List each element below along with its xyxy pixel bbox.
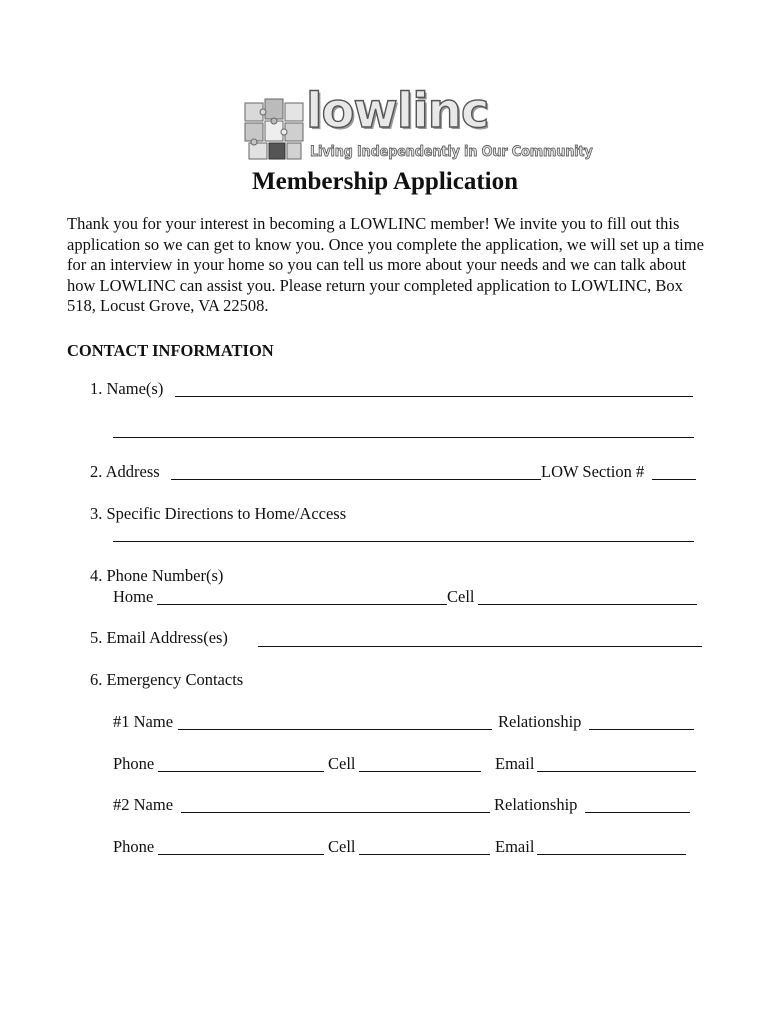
intro-paragraph: Thank you for your interest in becoming a LOWLINC member! We invite you to fill out this application so we can get to know you. Once you complete the application, we will set up a time for an interview in your home so you can tell us more about your needs and we can talk about how LOWLINC can assist you. Please return your completed application to LOWLINC, Box 518, Locust Grove, VA 22508.	[67, 214, 704, 316]
contact1-cell-label: Cell	[328, 754, 356, 773]
contact2-name-field[interactable]	[181, 812, 490, 813]
emergency-contacts-label: 6. Emergency Contacts	[90, 670, 244, 689]
contact2-email-label: Email	[495, 837, 535, 856]
email-label: 5. Email Address(es)	[90, 628, 228, 647]
contact1-email-label: Email	[495, 754, 535, 773]
logo-wordmark: lowlinc	[306, 83, 489, 139]
cell-phone-label: Cell	[447, 587, 475, 606]
contact2-relationship-label: Relationship	[494, 795, 578, 814]
contact2-cell-label: Cell	[328, 837, 356, 856]
directions-field[interactable]	[113, 541, 694, 542]
section-heading: CONTACT INFORMATION	[67, 341, 274, 360]
name-field-second-line[interactable]	[113, 437, 694, 438]
contact1-relationship-label: Relationship	[498, 712, 582, 731]
contact1-name-field[interactable]	[178, 729, 492, 730]
low-section-field[interactable]	[652, 479, 696, 480]
contact1-email-field[interactable]	[537, 771, 696, 772]
puzzle-icon	[243, 97, 305, 161]
contact2-phone-field[interactable]	[158, 854, 324, 855]
name-field[interactable]	[175, 396, 693, 397]
contact1-relationship-field[interactable]	[589, 729, 694, 730]
cell-phone-field[interactable]	[478, 604, 697, 605]
name-label: 1. Name(s)	[90, 379, 164, 398]
directions-label: 3. Specific Directions to Home/Access	[90, 504, 347, 523]
address-label: 2. Address	[90, 462, 160, 481]
phone-numbers-label: 4. Phone Number(s)	[90, 566, 224, 585]
email-field[interactable]	[258, 646, 702, 647]
logo-tagline: Living Independently in Our Community	[310, 144, 593, 160]
contact2-phone-label: Phone	[113, 837, 155, 856]
low-section-label: LOW Section #	[541, 462, 645, 481]
contact2-name-label: #2 Name	[113, 795, 174, 814]
contact2-relationship-field[interactable]	[585, 812, 690, 813]
contact1-phone-field[interactable]	[158, 771, 324, 772]
home-phone-label: Home	[113, 587, 154, 606]
page-title: Membership Application	[252, 168, 518, 195]
contact1-phone-label: Phone	[113, 754, 155, 773]
lowlinc-logo	[243, 83, 593, 165]
contact1-name-label: #1 Name	[113, 712, 174, 731]
address-field[interactable]	[171, 479, 541, 480]
home-phone-field[interactable]	[157, 604, 447, 605]
contact1-cell-field[interactable]	[359, 771, 481, 772]
contact2-cell-field[interactable]	[359, 854, 490, 855]
contact2-email-field[interactable]	[537, 854, 686, 855]
